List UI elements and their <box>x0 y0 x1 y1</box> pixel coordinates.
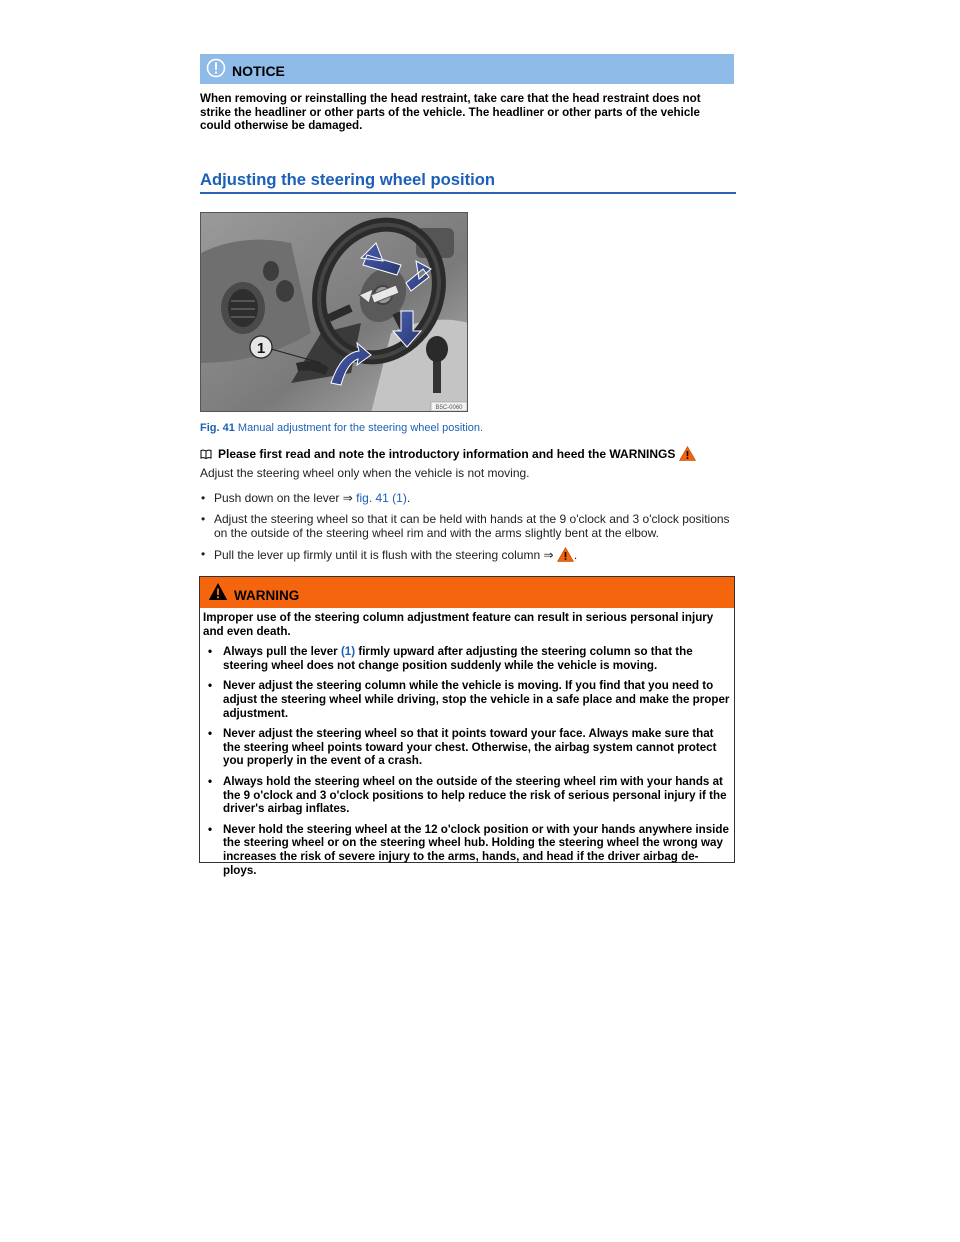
bullet-glyph: • <box>208 822 213 836</box>
figure-code: B5C-0060 <box>435 405 463 411</box>
warning-triangle-icon <box>208 582 228 601</box>
figure-caption-label: Fig. 41 <box>200 422 235 434</box>
list-item <box>203 727 731 768</box>
notice-body: When removing or reinstalling the head restraint, take care that the head restraint does not strike the headliner or other parts of the vehicle. The headliner or other parts of the vehicle could otherwise be damaged. <box>200 92 701 133</box>
bullet-glyph: • <box>201 491 206 505</box>
warning-triangle-icon[interactable] <box>557 547 574 562</box>
warning-triangle-icon[interactable] <box>679 446 696 461</box>
list-item <box>203 823 731 877</box>
list-item <box>203 679 731 720</box>
intro-line <box>200 446 696 461</box>
step-text: Push down on the lever ⇒ <box>214 491 353 505</box>
warning-item-text: Never adjust the steering column while the vehicle is moving. If you find that you need to adjust the steering wheel while driving, stop the vehicle in a safe place and make the proper adjustment. <box>223 679 730 720</box>
bullet-glyph: • <box>208 727 213 741</box>
bullet-glyph: • <box>208 645 213 659</box>
notice-header <box>200 54 734 84</box>
list-item <box>200 512 730 540</box>
warning-intro: Improper use of the steering column adjustment feature can result in serious personal injury and even death. <box>203 611 714 638</box>
section-title: Adjusting the steering wheel position <box>200 170 736 194</box>
step-text: Adjust the steering wheel so that it can be held with hands at the 9 o'clock and 3 o'clock positions on the outside of the steering wheel rim and with the arms slightly bent at the elbow. <box>214 512 730 540</box>
bullet-glyph: • <box>208 679 213 693</box>
notice-title: NOTICE <box>232 63 285 79</box>
warning-box <box>199 576 735 877</box>
bullet-glyph: • <box>201 512 206 526</box>
step-text-end: . <box>573 548 578 562</box>
warning-title: WARNING <box>234 588 300 603</box>
bullet-glyph: • <box>208 774 213 788</box>
warning-item-text: Always hold the steering wheel on the outside of the steering wheel rim with your hands at the 9 o'clock and 3 o'clock positions to help reduce the risk of serious personal injury if the driver's airbag inflates. <box>223 774 727 816</box>
figure-caption <box>200 422 483 434</box>
warning-item-text-end: firmly upward after adjusting the steering column so that the steering wheel does not change position suddenly while the vehicle is moving. <box>223 645 693 672</box>
list-item <box>200 491 730 505</box>
step-text: Pull the lever up firmly until it is flush with the steering column ⇒ <box>214 548 554 562</box>
figure-caption-text: Manual adjustment for the steering wheel position. <box>237 422 484 434</box>
callout-number: 1 <box>256 340 266 357</box>
warning-item-text: Always pull the lever <box>223 645 338 659</box>
exclamation-circle-icon <box>206 58 226 78</box>
fig-41-link[interactable]: fig. 41 (1) <box>356 491 407 505</box>
open-book-icon <box>200 449 212 459</box>
warning-body <box>203 611 731 884</box>
bullet-glyph: • <box>201 547 206 561</box>
intro-text: Please first read and note the introductory information and heed the WARNINGS <box>218 446 676 461</box>
warning-item-text: Never adjust the steering wheel so that it points toward your face. Always make sure that the steering wheel points toward your chest. Otherwise, the airbag system cannot protect you properly in the event of a crash. <box>223 727 717 768</box>
lever-1-link[interactable]: (1) <box>340 645 356 659</box>
warning-item-text: Never hold the steering wheel at the 12 o'clock position or with your hands anywhere inside the steering wheel or on the steering wheel hub. Holding the steering wheel the wrong way increases the risk of severe injury to the arms, hands, and head if the driver airbag de-ploys. <box>223 822 729 877</box>
list-item <box>200 547 730 562</box>
intro-note: Adjust the steering wheel only when the vehicle is not moving. <box>200 466 530 480</box>
warning-header <box>200 577 734 608</box>
step-text-end: . <box>406 491 411 505</box>
steering-wheel-figure <box>200 212 468 412</box>
list-item <box>203 775 731 816</box>
steering-wheel-illustration <box>201 213 468 412</box>
list-item <box>203 645 731 672</box>
steps-list <box>200 491 730 569</box>
